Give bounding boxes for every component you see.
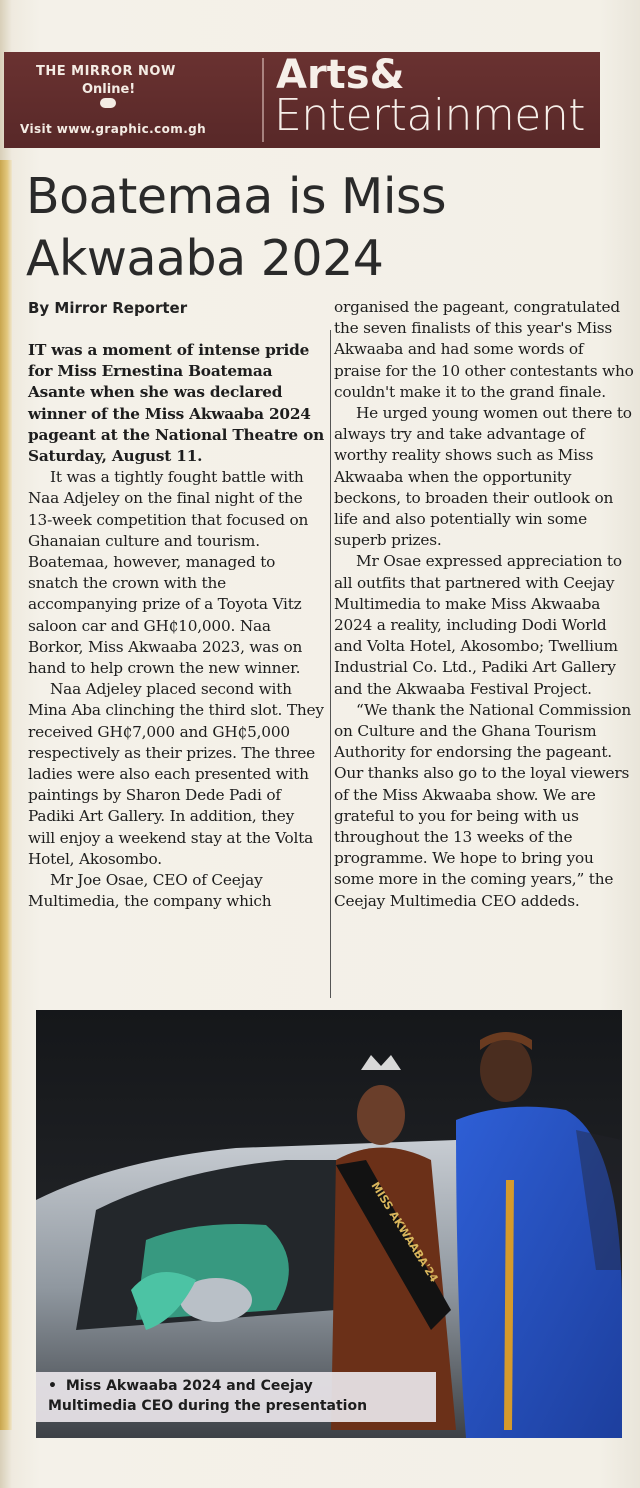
headline-line-1: Boatemaa is Miss: [26, 168, 447, 225]
header-divider: [262, 58, 264, 142]
column-1-paragraph-1: IT was a moment of intense pride for Miss Ernestina Boatemaa Asante when she was declared winner of the Miss Akwaaba 2024 pageant at the National Theatre on Saturday, August 11.: [28, 341, 325, 466]
man-head: [480, 1038, 532, 1102]
article-column-1: [28, 340, 324, 912]
column-1-paragraph-2: It was a tightly fought battle with Naa Adjeley on the final night of the 13-week competition that focused on Ghanaian culture and tourism. Boatemaa, however, managed to snatch the crown with the accompanying prize of a Toyota Vitz saloon car and GH₵10,000. Naa Borkor, Miss Akwaaba 2023, was on hand to help crown the new winner.: [28, 468, 309, 678]
column-2-paragraph-2: He urged young women out there to always try and take advantage of worthy reality shows such as Miss Akwaaba when the opportunity beckons, to broaden their outlook on life and also potentially win some superb prizes.: [334, 404, 632, 550]
page-edge-decoration: [0, 160, 12, 1430]
sash-text: MISS AKWAABA'24: [368, 1179, 441, 1285]
column-2-paragraph-4: “We thank the National Commission on Culture and the Ghana Tourism Authority for endorsing the pageant. Our thanks also go to the loyal viewers of the Miss Akwaaba show. We are grateful to you for being with us throughout the 13 weeks of the programme. We hope to bring you some more in the coming years,” the Ceejay Multimedia CEO addeds.: [334, 700, 632, 910]
article-byline: By Mirror Reporter: [28, 299, 188, 317]
mouse-icon: [100, 98, 116, 108]
woman-head: [357, 1085, 405, 1145]
column-2-paragraph-1: organised the pageant, congratulated the seven finalists of this year's Miss Akwaaba and had some words of praise for the 10 other contestants who couldn't make it to the grand finale.: [334, 298, 634, 401]
mirror-now-label: THE MIRROR NOW: [36, 64, 176, 79]
column-1-paragraph-4: Mr Joe Osae, CEO of Ceejay Multimedia, the company which: [28, 871, 272, 911]
section-title-entertainment: Entertainment: [274, 90, 585, 141]
column-2-paragraph-3: Mr Osae expressed appreciation to all outfits that partnered with Ceejay Multimedia to make Miss Akwaaba 2024 a reality, including Dodi World and Volta Hotel, Akosombo; Twellium Industrial Co. Ltd., Padiki Art Gallery and the Akwaaba Festival Project.: [334, 552, 622, 698]
online-label: Online!: [82, 82, 136, 97]
section-title-arts: Arts&: [276, 52, 405, 98]
visit-website-label: Visit www.graphic.com.gh: [20, 122, 207, 136]
caption-line-2: Multimedia CEO during the presentation: [48, 1398, 368, 1414]
headline-line-2: Akwaaba 2024: [26, 230, 384, 287]
photo-caption: [36, 1372, 436, 1422]
column-1-paragraph-3: Naa Adjeley placed second with Mina Aba clinching the third slot. They received GH₵7,000 and GH₵5,000 respectively as their prizes. The three ladies were also each presented with paintings by Sharon Dede Padi of Padiki Art Gallery. In addition, they will enjoy a weekend stay at the Volta Hotel, Akosombo.: [28, 680, 324, 868]
article-column-2: [330, 297, 634, 912]
mirror-online-promo: [14, 60, 254, 142]
caption-bullet: •: [48, 1378, 57, 1394]
caption-line-1: Miss Akwaaba 2024 and Ceejay: [65, 1378, 313, 1394]
article-headline: [26, 166, 586, 290]
section-header-band: [4, 52, 600, 148]
